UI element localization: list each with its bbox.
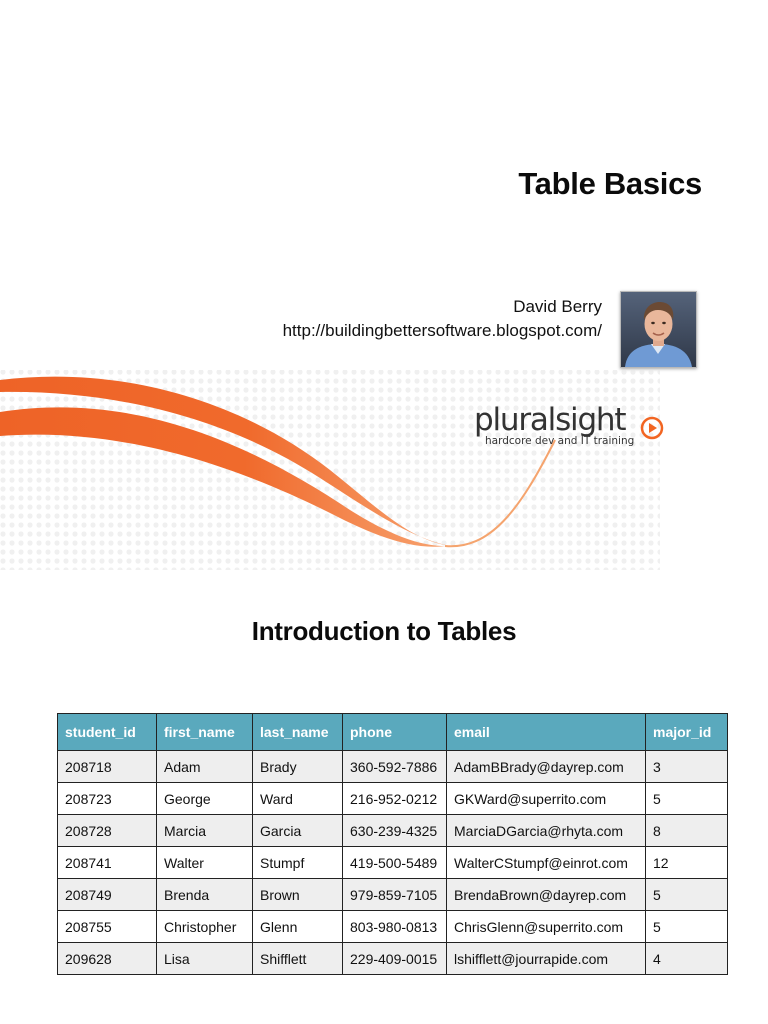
column-header: email [447,714,646,751]
section-title: Introduction to Tables [251,616,517,646]
table-cell: Brown [253,879,343,911]
table-cell: AdamBBrady@dayrep.com [447,751,646,783]
table-cell: 12 [646,847,728,879]
table-cell: Adam [157,751,253,783]
table-cell: 3 [646,751,728,783]
author-block [283,295,602,343]
table-cell: lshifflett@jourrapide.com [447,943,646,975]
table-cell: Lisa [157,943,253,975]
author-portrait-image [621,292,696,367]
table-cell: 209628 [58,943,157,975]
table-cell: 208728 [58,815,157,847]
table-cell: Garcia [253,815,343,847]
table-cell: 208755 [58,911,157,943]
table-cell: Brenda [157,879,253,911]
table-cell: 8 [646,815,728,847]
table-row [58,943,728,975]
students-table [57,713,728,975]
table-cell: Marcia [157,815,253,847]
author-name: David Berry [513,297,602,316]
table-cell: 5 [646,911,728,943]
table-cell: ChrisGlenn@superrito.com [447,911,646,943]
table-cell: Christopher [157,911,253,943]
table-cell: 229-409-0015 [343,943,447,975]
table-cell: Brady [253,751,343,783]
table-cell: George [157,783,253,815]
table-cell: 208749 [58,879,157,911]
table-cell: 5 [646,783,728,815]
table-cell: Glenn [253,911,343,943]
table-row [58,847,728,879]
author-url[interactable]: http://buildingbettersoftware.blogspot.com/ [282,321,602,340]
table-cell: 360-592-7886 [343,751,447,783]
table-cell: Walter [157,847,253,879]
table-cell: 216-952-0212 [343,783,447,815]
table-cell: BrendaBrown@dayrep.com [447,879,646,911]
table-cell: 419-500-5489 [343,847,447,879]
column-header: phone [343,714,447,751]
column-header: last_name [253,714,343,751]
table-row [58,751,728,783]
table-cell: Stumpf [253,847,343,879]
table-row [58,879,728,911]
table-cell: 208741 [58,847,157,879]
logo-tagline: hardcore dev and IT training [485,435,635,447]
pluralsight-logo[interactable] [474,402,674,462]
table-cell: 208723 [58,783,157,815]
table-cell: GKWard@superrito.com [447,783,646,815]
table-cell: 979-859-7105 [343,879,447,911]
logo-wordmark: pluralsight [474,402,626,438]
table-cell: 208718 [58,751,157,783]
slide-title: Table Basics [518,166,702,201]
play-icon [640,416,664,440]
author-photo [620,291,697,368]
column-header: first_name [157,714,253,751]
table-cell: 630-239-4325 [343,815,447,847]
table-header-row [58,714,728,751]
table-cell: MarciaDGarcia@rhyta.com [447,815,646,847]
table-cell: 5 [646,879,728,911]
table-cell: Shifflett [253,943,343,975]
table-row [58,783,728,815]
table-row [58,815,728,847]
table-cell: 803-980-0813 [343,911,447,943]
table-cell: WalterCStumpf@einrot.com [447,847,646,879]
column-header: major_id [646,714,728,751]
table-cell: Ward [253,783,343,815]
table-cell: 4 [646,943,728,975]
column-header: student_id [58,714,157,751]
decorative-swoosh [0,360,768,590]
table-row [58,911,728,943]
